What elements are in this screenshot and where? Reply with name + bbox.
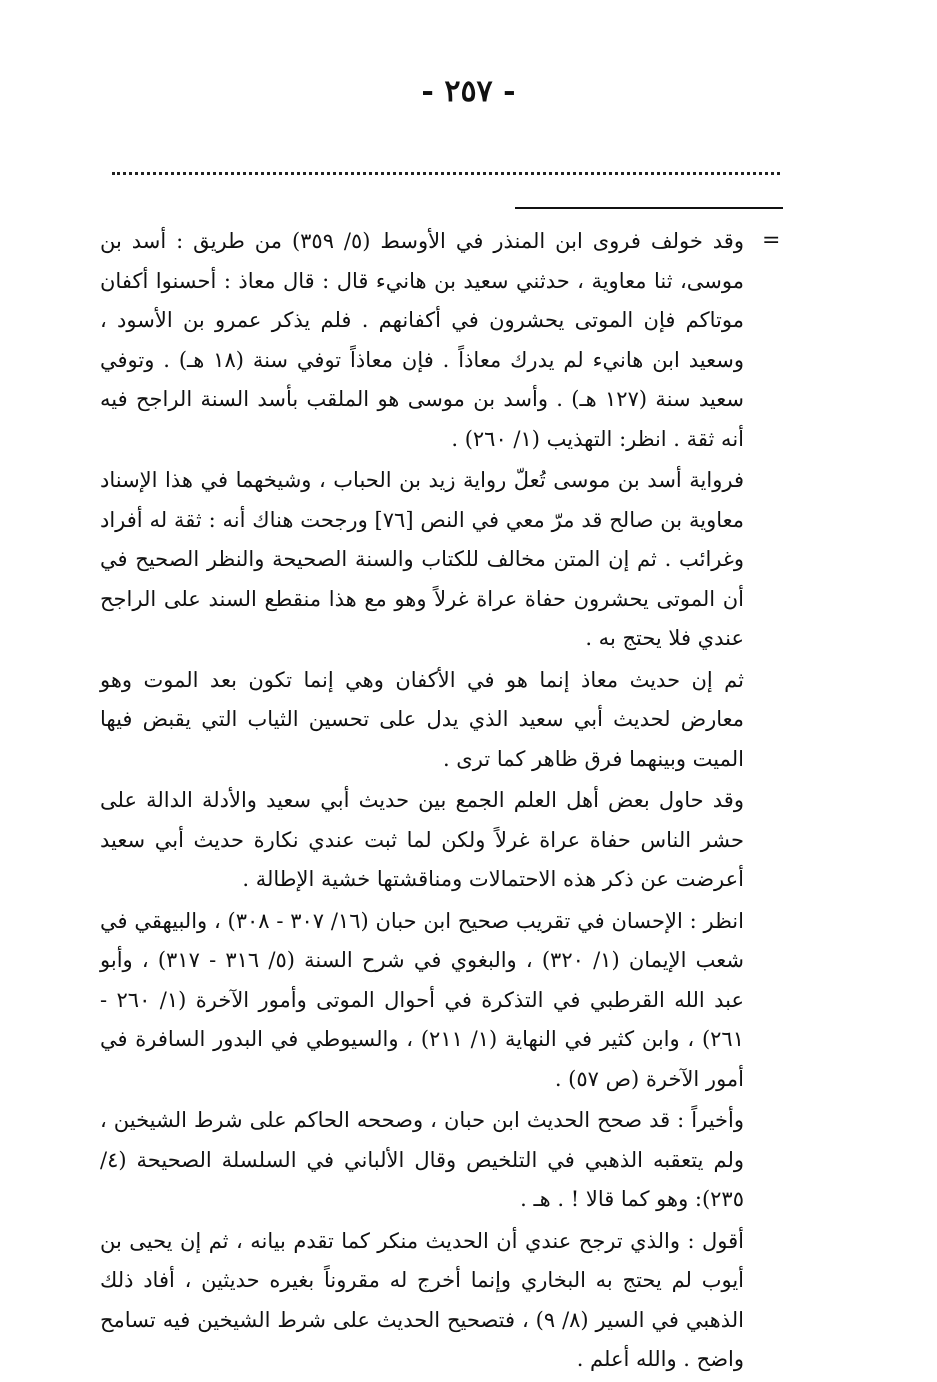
paragraph-muadh-hadith: ثم إن حديث معاذ إنما هو في الأكفان وهي إنما تكون بعد الموت وهو معارض لحديث أبي سعيد الذي يدل على تحسين الثياب التي يقبض فيها الميت وبينهما فرق ظاهر كما ترى . xyxy=(100,667,745,771)
paragraph-ibn-al-mundhir: وقد خولف فروى ابن المنذر في الأوسط (٥/ ٣٥٩) من طريق : أسد بن موسى، ثنا معاوية ، حدثني سعيد بن هانيء قال : قال معاذ : أحسنوا أكفان موتاكم فإن الموتى يحشرون في أكفانهم . فلم يذكر عمرو بن الأسود ، وسعيد ابن هانيء لم يدرك معاذاً . فإن معاذاً توفي سنة (١٨ هـ) . وتوفي سعيد سنة (١٢٧ هـ) . وأسد بن موسى هو الملقب بأسد السنة الراجح فيه أنه ثقة . انظر: التهذيب (١/ ٢٦٠) . xyxy=(100,229,744,451)
footnote-rule xyxy=(515,207,783,209)
paragraph-references: انظر : الإحسان في تقريب صحيح ابن حبان (١٦/ ٣٠٧ - ٣٠٨) ، والبيهقي في شعب الإيمان (١/ ٣٢٠) ، والبغوي في شرح السنة (٥/ ٣١٦ - ٣١٧) ، وأبو عبد الله القرطبي في التذكرة في أحوال الموتى وأمور الآخرة (١/ ٢٦٠ - ٢٦١) ، وابن كثير في النهاية (١/ ٢١١) ، والسيوطي في البدور السافرة في أمور الآخرة (ص ٥٧) . xyxy=(100,908,744,1091)
paragraph-reconciliation: وقد حاول بعض أهل العلم الجمع بين حديث أبي سعيد والأدلة الدالة على حشر الناس حفاة عراة غرلاً ولكن لما ثبت عندي نكارة حديث أبي سعيد أعرضت عن ذكر هذه الاحتمالات ومناقشتها خشية الإطالة . xyxy=(100,788,744,891)
paragraph-asad-ibn-musa: فرواية أسد بن موسى تُعلّ رواية زيد بن الحباب ، وشيخهما في هذا الإسناد معاوية بن صالح قد مرّ معي في النص [٧٦] ورجحت هناك أنه : ثقة له أفراد وغرائب . ثم إن المتن مخالف للكتاب والسنة الصحيحة والنظر الصحيح في أن الموتى يحشرون حفاة عراة غرلاً وهو مع هذا منقطع السند على الراجح عندي فلا يحتج به . xyxy=(100,468,744,650)
footnote-continuation-mark: = xyxy=(762,228,781,253)
paragraph-conclusion: أقول : والذي ترجح عندي أن الحديث منكر كما تقدم بيانه ، ثم إن يحيى بن أيوب لم يحتج به البخاري وإنما أخرج له مقروناً بغيره حديثين ، أفاد ذلك الذهبي في السير (٨/ ٩) ، فتصحيح الحديث على شرط الشيخين فيه تسامح واضح . والله أعلم . xyxy=(100,1228,744,1371)
dotted-separator xyxy=(112,172,780,175)
footnote-body xyxy=(100,222,744,1382)
paragraph-authentication: وأخيراً : قد صحح الحديث ابن حبان ، وصححه الحاكم على شرط الشيخين ، ولم يتعقبه الذهبي في التلخيص وقال الألباني في السلسلة الصحيحة (٤/ ٢٣٥): وهو كما قالا ! . هـ . xyxy=(100,1108,744,1211)
page-number: - ٢٥٧ - xyxy=(421,74,516,109)
